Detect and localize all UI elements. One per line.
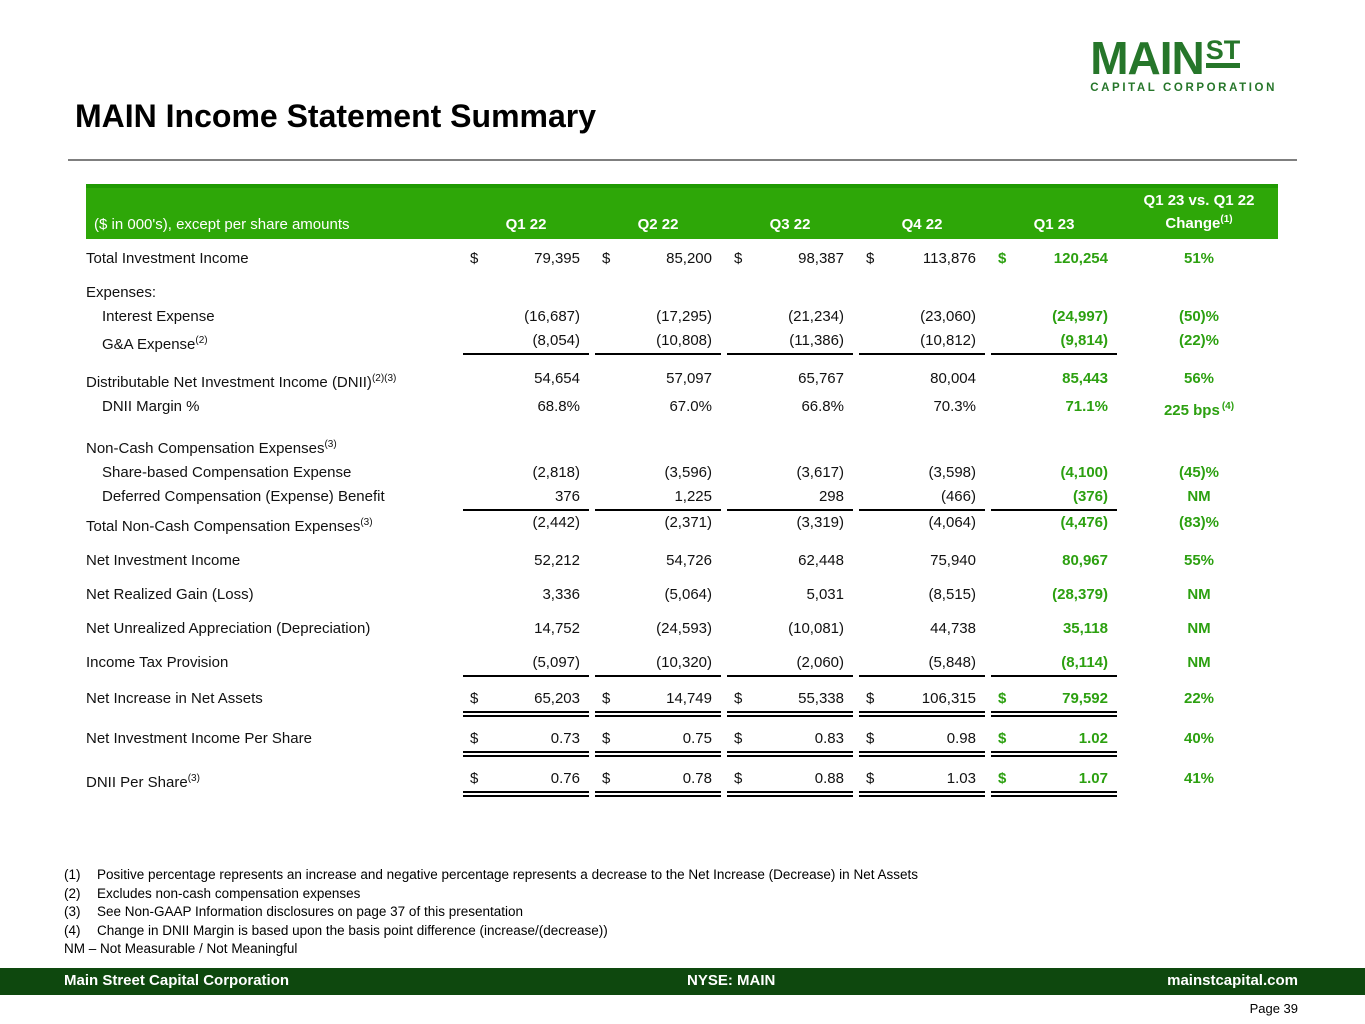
change-cell: NM — [1187, 620, 1211, 637]
value-cell: (5,064) — [664, 586, 712, 603]
column-header: Q2 22 — [637, 216, 679, 233]
value-cell: 57,097 — [666, 370, 712, 387]
row-label: Total Investment Income — [86, 250, 249, 267]
value-cell: 298 — [724, 485, 856, 511]
table-row — [86, 305, 1278, 329]
value-cell: $ 0.98 — [856, 727, 988, 757]
value-cell: 35,118 — [1062, 620, 1108, 637]
row-label: Net Realized Gain (Loss) — [86, 586, 254, 603]
value-cell: $ 0.88 — [724, 767, 856, 797]
column-header: Q1 23 — [1033, 216, 1075, 233]
table-row — [86, 247, 1278, 271]
column-header: Q1 22 — [505, 216, 547, 233]
value-cell: (5,097) — [460, 651, 592, 677]
value-cell: 5,031 — [806, 586, 844, 603]
value-cell: (2,442) — [532, 514, 580, 531]
table-row — [86, 281, 1278, 305]
value-cell: $ 79,395 — [470, 250, 580, 267]
value-cell: (24,997) — [1052, 308, 1108, 325]
page-title: MAIN Income Statement Summary — [75, 98, 597, 134]
value-cell: 80,967 — [1062, 552, 1108, 569]
value-cell: 80,004 — [930, 370, 976, 387]
value-cell: (3,617) — [796, 464, 844, 481]
table-row — [86, 329, 1278, 357]
value-cell: $ 55,338 — [724, 687, 856, 717]
table-body — [86, 239, 1278, 797]
value-cell: (8,114) — [988, 651, 1120, 677]
value-cell: 66.8% — [801, 398, 844, 415]
value-cell: (5,848) — [856, 651, 988, 677]
value-cell: 68.8% — [537, 398, 580, 415]
value-cell: 62,448 — [798, 552, 844, 569]
value-cell: (4,100) — [1060, 464, 1108, 481]
value-cell: $ 1.07 — [988, 767, 1120, 797]
table-row — [86, 549, 1278, 573]
value-cell: $ 120,254 — [998, 250, 1108, 267]
row-label: DNII Per Share$^{(3)}$ — [86, 773, 200, 791]
table-row — [86, 461, 1278, 485]
table-row — [86, 485, 1278, 511]
table-row — [86, 433, 1278, 461]
row-label: G&A Expense$^{(2)}$ — [102, 335, 208, 353]
change-cell: NM — [1187, 654, 1211, 671]
change-header-line2: Change$^{(1)}$ — [1165, 214, 1233, 232]
value-cell: 44,738 — [930, 620, 976, 637]
table-row — [86, 395, 1278, 423]
column-header: Q3 22 — [769, 216, 811, 233]
value-cell: $ 106,315 — [856, 687, 988, 717]
change-cell: 40% — [1183, 730, 1215, 747]
value-cell: (10,320) — [592, 651, 724, 677]
company-logo — [1090, 32, 1277, 94]
value-cell: (23,060) — [920, 308, 976, 325]
logo-st-text: ST — [1206, 38, 1241, 68]
change-cell: NM — [1187, 488, 1211, 505]
row-label: Income Tax Provision — [86, 654, 229, 671]
value-cell: (9,814) — [988, 329, 1120, 357]
value-cell: $ 14,749 — [592, 687, 724, 717]
row-label: DNII Margin % — [102, 398, 200, 415]
value-cell: (17,295) — [656, 308, 712, 325]
change-cell: (50)% — [1178, 308, 1219, 325]
table-row — [86, 687, 1278, 717]
row-label: Net Investment Income — [86, 552, 241, 569]
value-cell: 14,752 — [534, 620, 580, 637]
value-cell: 75,940 — [930, 552, 976, 569]
row-label: Net Unrealized Appreciation (Depreciation) — [86, 620, 371, 637]
change-cell: 22% — [1183, 690, 1215, 707]
change-cell: 41% — [1183, 770, 1215, 787]
unit-note: ($ in 000's), except per share amounts — [94, 216, 350, 233]
row-label: Distributable Net Investment Income (DNII)$^{(2)(3)}$ — [86, 373, 397, 391]
value-cell: $ 1.03 — [856, 767, 988, 797]
value-cell: (3,319) — [796, 514, 844, 531]
footnote: (1) Positive percentage represents an increase and negative percentage represents a decrease to the Net Increase (Decrease) in Net Assets — [64, 867, 918, 882]
value-cell: (2,818) — [532, 464, 580, 481]
value-cell: (10,808) — [592, 329, 724, 357]
table-row — [86, 583, 1278, 607]
value-cell: 70.3% — [933, 398, 976, 415]
value-cell: $ 85,200 — [602, 250, 712, 267]
value-cell: (10,812) — [856, 329, 988, 357]
value-cell: (4,476) — [1060, 514, 1108, 531]
value-cell: (2,060) — [724, 651, 856, 677]
value-cell: 376 — [460, 485, 592, 511]
footer-website: mainstcapital.com — [1167, 972, 1298, 989]
row-label: Total Non-Cash Compensation Expenses$^{(3)}$ — [86, 517, 373, 535]
footer-bar — [0, 968, 1365, 995]
row-label: Interest Expense — [102, 308, 215, 325]
change-cell: (83)% — [1178, 514, 1219, 531]
value-cell: (8,054) — [460, 329, 592, 357]
value-cell: 54,726 — [666, 552, 712, 569]
value-cell: $ 1.02 — [988, 727, 1120, 757]
page-number: Page 39 — [1249, 1001, 1298, 1016]
income-statement-table — [86, 184, 1278, 797]
value-cell: (4,064) — [928, 514, 976, 531]
change-cell: 225 bps $^{(4)}$ — [1163, 401, 1235, 419]
logo-subtitle: CAPITAL CORPORATION — [1090, 82, 1277, 94]
value-cell: (16,687) — [524, 308, 580, 325]
value-cell: $ 79,592 — [988, 687, 1120, 717]
change-cell: (45)% — [1178, 464, 1219, 481]
change-cell: (22)% — [1178, 332, 1219, 349]
value-cell: $ 0.76 — [460, 767, 592, 797]
value-cell: (3,598) — [928, 464, 976, 481]
change-column-header — [1120, 191, 1278, 239]
value-cell: (8,515) — [928, 586, 976, 603]
row-label: Non-Cash Compensation Expenses$^{(3)}$ — [86, 439, 337, 457]
value-cell: 1,225 — [592, 485, 724, 511]
value-cell: 85,443 — [1062, 370, 1108, 387]
value-cell: $ 0.75 — [592, 727, 724, 757]
change-header-line1: Q1 23 vs. Q1 22 — [1143, 192, 1255, 209]
table-row — [86, 511, 1278, 539]
value-cell: (2,371) — [664, 514, 712, 531]
value-cell: 67.0% — [669, 398, 712, 415]
footnote: (2) Excludes non-cash compensation expenses — [64, 885, 361, 901]
logo-main-text: MAIN — [1090, 32, 1204, 84]
change-cell: 56% — [1183, 370, 1215, 387]
value-cell: 54,654 — [534, 370, 580, 387]
value-cell: $ 0.78 — [592, 767, 724, 797]
value-cell: (3,596) — [664, 464, 712, 481]
table-header-row — [86, 184, 1278, 239]
footnotes — [64, 866, 1304, 959]
footer-ticker: NYSE: MAIN — [687, 972, 776, 989]
footnote: (4) Change in DNII Margin is based upon the basis point difference (increase/(decrease)) — [64, 922, 608, 938]
row-label: Net Investment Income Per Share — [86, 730, 312, 747]
column-header: Q4 22 — [901, 216, 943, 233]
value-cell: (21,234) — [788, 308, 844, 325]
value-cell: 71.1% — [1065, 398, 1108, 415]
value-cell: 3,336 — [542, 586, 580, 603]
change-cell: NM — [1187, 586, 1211, 603]
value-cell: (376) — [988, 485, 1120, 511]
row-label: Expenses: — [86, 284, 157, 301]
value-cell: 65,767 — [798, 370, 844, 387]
footnote: (3) See Non-GAAP Information disclosures on page 37 of this presentation — [64, 904, 524, 919]
footnote: NM – Not Measurable / Not Meaningful — [64, 941, 298, 956]
row-label: Share-based Compensation Expense — [102, 464, 352, 481]
value-cell: $ 113,876 — [866, 250, 976, 267]
row-label: Net Increase in Net Assets — [86, 690, 263, 707]
value-cell: (11,386) — [724, 329, 856, 357]
title-divider — [68, 159, 1297, 161]
value-cell: $ 65,203 — [460, 687, 592, 717]
table-row — [86, 367, 1278, 395]
table-row — [86, 617, 1278, 641]
value-cell: $ 0.83 — [724, 727, 856, 757]
table-row — [86, 727, 1278, 757]
value-cell: (466) — [856, 485, 988, 511]
table-row — [86, 651, 1278, 677]
footer-company: Main Street Capital Corporation — [64, 972, 290, 989]
table-row — [86, 767, 1278, 797]
change-cell: 55% — [1183, 552, 1215, 569]
row-label: Deferred Compensation (Expense) Benefit — [102, 488, 385, 505]
value-cell: (24,593) — [656, 620, 712, 637]
value-cell: (28,379) — [1052, 586, 1108, 603]
value-cell: 52,212 — [534, 552, 580, 569]
change-cell: 51% — [1183, 250, 1215, 267]
value-cell: $ 98,387 — [734, 250, 844, 267]
value-cell: (10,081) — [788, 620, 844, 637]
value-cell: $ 0.73 — [460, 727, 592, 757]
